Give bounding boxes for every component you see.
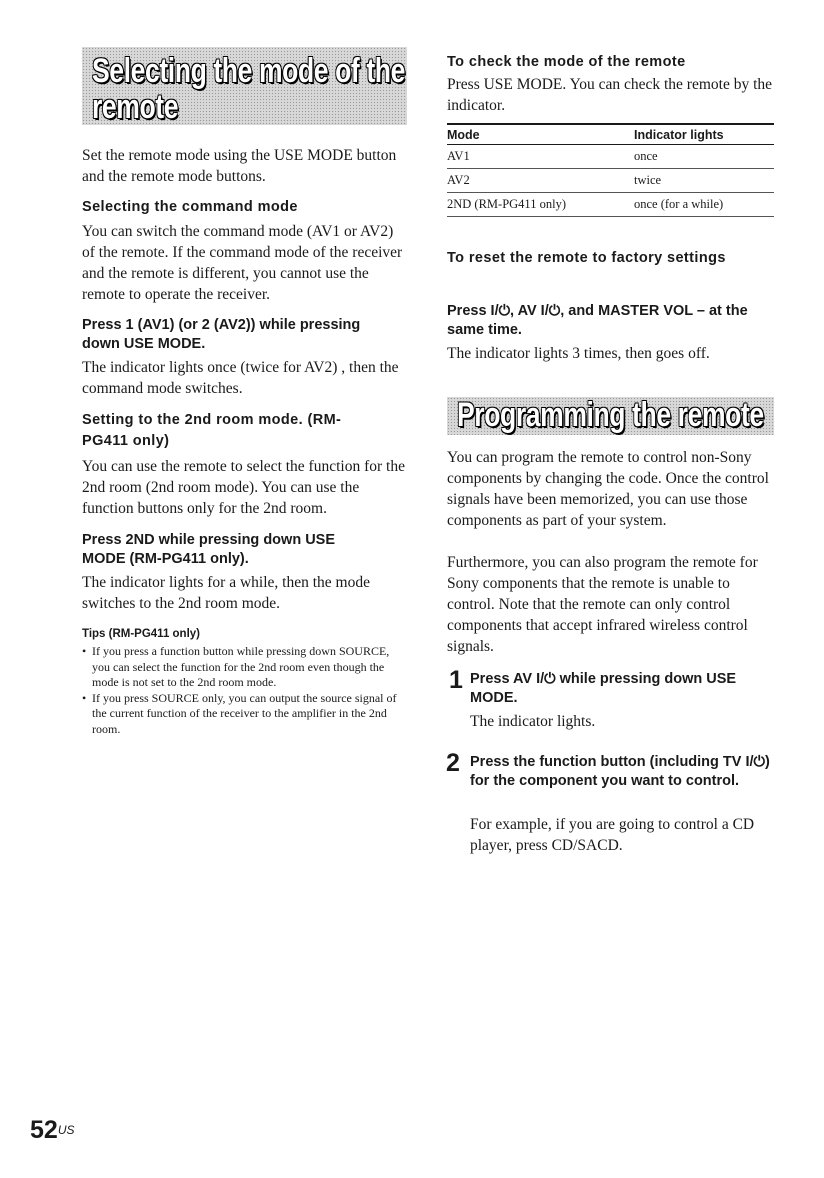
- second-room-heading: Setting to the 2nd room mode. (RM-PG411 only): [82, 412, 342, 449]
- section-title-line2: remote: [92, 88, 179, 126]
- programming-body-1: You can program the remote to control non-Sony components by changing the code. Once the control signals have been memorized, you can use those components as part of your system.: [447, 449, 769, 529]
- programming-body-2: Furthermore, you can also program the remote for Sony components that the remote is unable to control. Note that the remote can only control components that accept infrared wireless control signals.: [447, 554, 758, 655]
- intro-paragraph: Set the remote mode using the USE MODE button and the remote mode buttons.: [82, 147, 397, 185]
- mode-indicator-table: [447, 123, 774, 217]
- second-room-result: The indicator lights for a while, then the mode switches to the 2nd room mode.: [82, 574, 370, 612]
- table-header-row: [447, 124, 774, 145]
- tips-list: [82, 644, 402, 737]
- table-row: [447, 145, 774, 169]
- section-title-banner: [82, 47, 407, 125]
- programming-title: Programming the remote: [457, 396, 764, 434]
- command-mode-heading: Selecting the command mode: [82, 199, 298, 215]
- page-number-suffix: US: [57, 1123, 75, 1137]
- table-cell: AV2: [447, 169, 634, 193]
- page-number: [30, 1116, 74, 1144]
- second-room-instruction: Press 2ND while pressing down USE MODE (RM-PG411 only).: [82, 532, 336, 567]
- check-mode-heading: To check the mode of the remote: [447, 54, 686, 70]
- table-cell: twice: [634, 169, 774, 193]
- tips-heading: Tips (RM-PG411 only): [82, 628, 201, 640]
- table-header-indicator: Indicator lights: [634, 124, 774, 145]
- programming-title-banner: [447, 397, 774, 435]
- second-room-body: You can use the remote to select the function for the 2nd room (2nd room mode). You can use the function buttons only for the 2nd room.: [82, 458, 405, 517]
- section-title-line1: Selecting the mode of the: [92, 52, 405, 90]
- step-1-result: The indicator lights.: [470, 713, 596, 730]
- step-2-instruction: Press the function button (including TV I/⏻) for the component you want to control.: [470, 754, 770, 789]
- command-mode-instruction: Press 1 (AV1) (or 2 (AV2)) while pressing down USE MODE.: [82, 317, 361, 352]
- table-row: [447, 193, 774, 217]
- step-number-2: 2: [446, 749, 460, 777]
- step-2-result: For example, if you are going to control a CD player, press CD/SACD.: [470, 816, 755, 854]
- tip-item: • If you press SOURCE only, you can output the source signal of the current function of the receiver to the amplifier in the 2nd room.: [82, 691, 402, 738]
- table-cell: once: [634, 145, 774, 169]
- table-row: [447, 169, 774, 193]
- command-mode-result: The indicator lights once (twice for AV2) , then the command mode switches.: [82, 359, 399, 397]
- check-mode-body: Press USE MODE. You can check the remote by the indicator.: [447, 76, 773, 114]
- reset-instruction: Press I/⏻, AV I/⏻, and MASTER VOL – at the same time.: [447, 303, 748, 338]
- tip-item: • If you press a function button while pressing down SOURCE, you can select the function for the 2nd room even though the mode is not set to the 2nd room mode.: [82, 644, 402, 691]
- reset-result: The indicator lights 3 times, then goes off.: [447, 345, 710, 362]
- table-header-mode: Mode: [447, 124, 634, 145]
- step-number-1: 1: [449, 666, 463, 694]
- step-1-instruction: Press AV I/⏻ while pressing down USE MODE.: [470, 671, 737, 706]
- page-number-value: 52: [30, 1116, 58, 1144]
- table-cell: once (for a while): [634, 193, 774, 217]
- reset-heading: To reset the remote to factory settings: [447, 250, 726, 266]
- table-cell: 2ND (RM-PG411 only): [447, 193, 634, 217]
- command-mode-body: You can switch the command mode (AV1 or AV2) of the remote. If the command mode of the receiver and the remote is different, you cannot use the remote to operate the receiver.: [82, 223, 403, 303]
- table-cell: AV1: [447, 145, 634, 169]
